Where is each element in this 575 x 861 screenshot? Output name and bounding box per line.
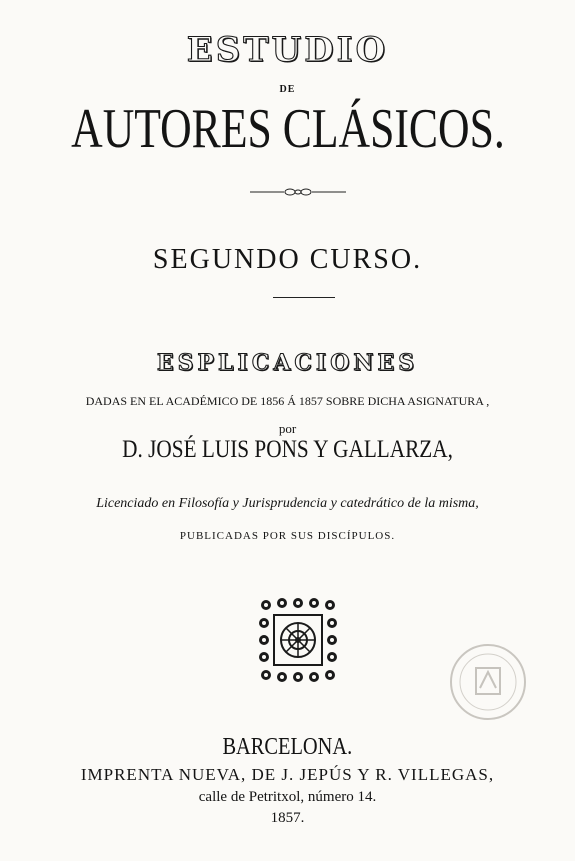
author-name [0,436,575,464]
book-title-estudio: ESTUDIO [186,30,389,70]
heading-explicaciones: ESPLICACIONES [156,350,419,376]
imprint-year: 1857. [270,810,305,826]
imprint-printer: IMPRENTA NUEVA, DE J. JEPÚS Y R. VILLEGAS, [80,765,495,784]
imprint-city-text: BARCELONA. [222,734,353,760]
printers-ornament [258,597,338,683]
imprint-city [0,734,575,761]
imprint-address: calle de Petritxol, número 14. [198,789,377,805]
publicadas-line: PUBLICADAS POR SUS DISCÍPULOS. [179,530,396,542]
book-title-main-text: AUTORES CLÁSICOS. [70,98,505,160]
author-title: Licenciado en Filosofía y Jurisprudencia y catedrático de la misma, [96,496,479,511]
short-rule [273,297,335,298]
book-title-main [0,96,575,162]
dadas-line: DADAS EN EL ACADÉMICO DE 1856 Á 1857 SOBRE DICHA ASIGNATURA , [85,394,490,408]
decorative-divider [248,184,348,200]
title-connector-de: DE [279,84,296,95]
por-label: por [278,421,297,436]
course-heading: SEGUNDO CURSO. [152,244,423,275]
author-name-text: D. JOSÉ LUIS PONS Y GALLARZA, [122,436,453,463]
library-stamp [448,642,528,722]
